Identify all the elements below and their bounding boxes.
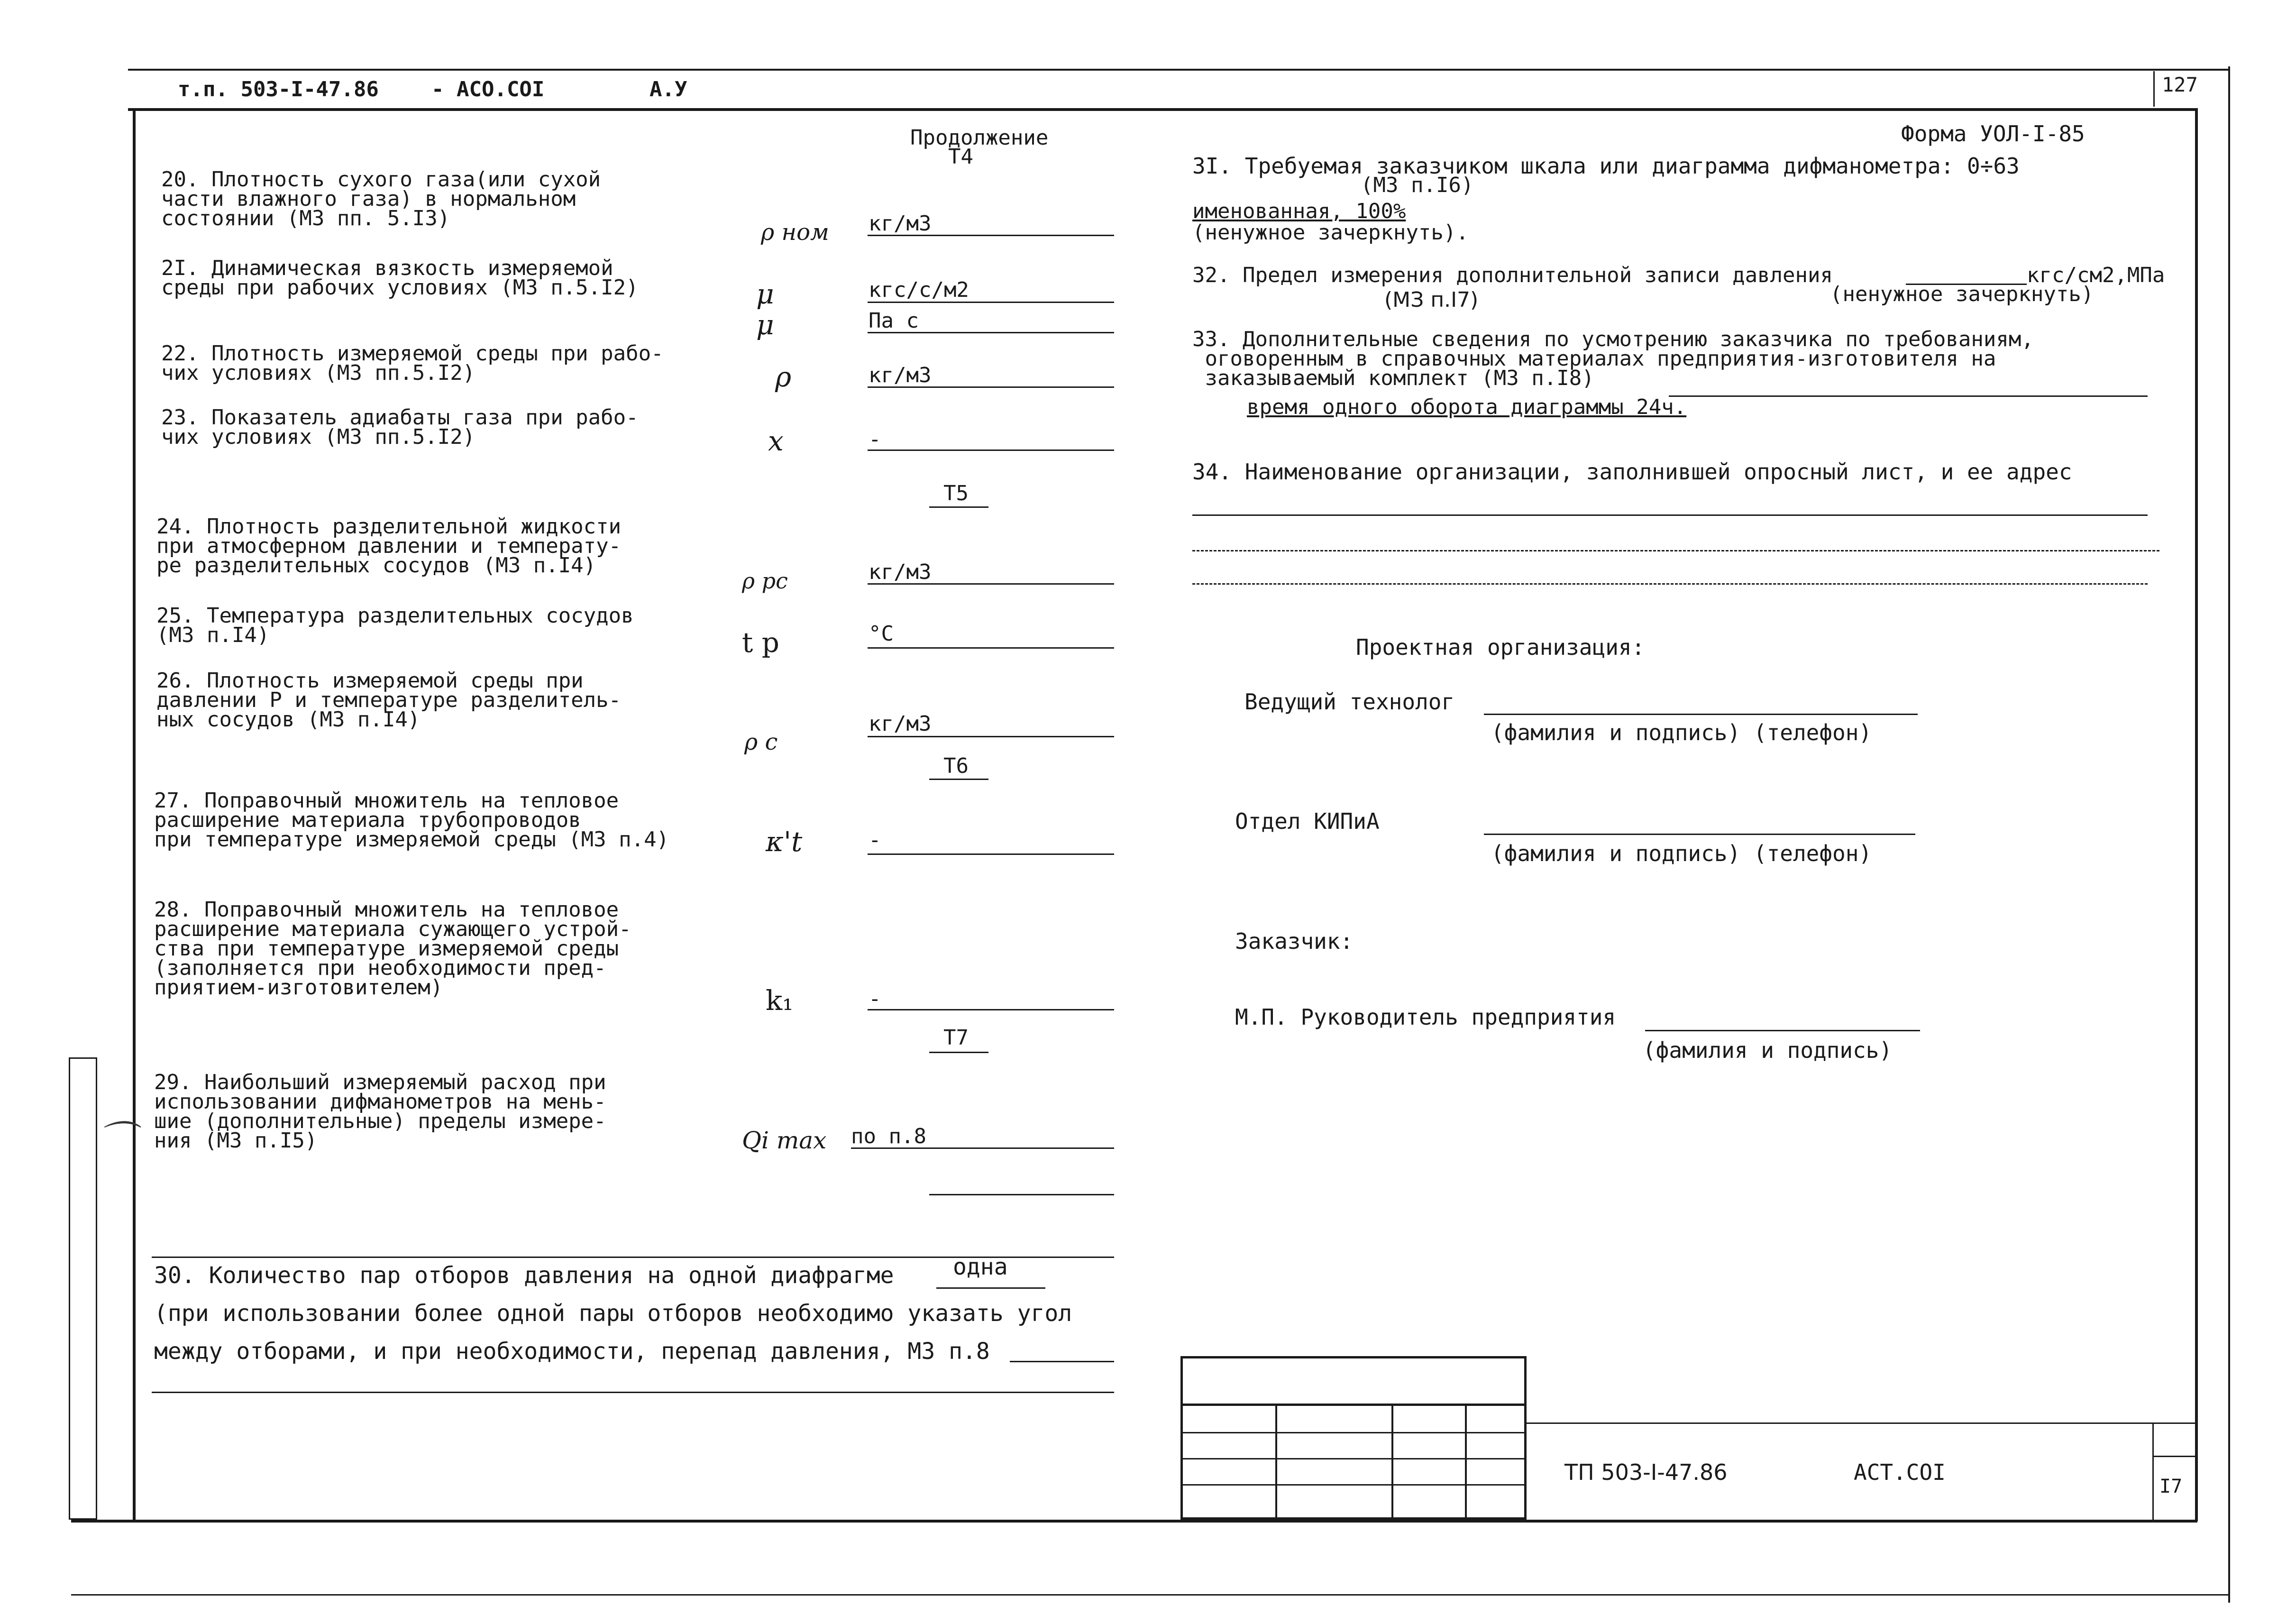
t7-underline [929,1052,988,1053]
item-32-line-1: 32. Предел измерения дополнительной записи давления [1192,263,1833,287]
field-21a [868,302,1114,303]
field-29a [851,1147,1114,1149]
field-34b [1192,550,2159,551]
header-code: - АСО.СОI [431,77,545,101]
design-org-label: Проектная организация: [1356,634,1645,660]
symbol-29: Qi max [742,1127,827,1154]
form-label: Форма УОЛ-I-85 [1901,121,2085,147]
right-edge-line [2228,66,2230,1603]
item-24: 24. Плотность разделительной жидкости при атмосферном давлении и температу- ре разделительных сосудов (МЗ п.I4) [156,514,622,578]
stamp-row-1 [1180,1404,1527,1406]
cut-line [71,1594,2228,1596]
lead-tech-label: Ведущий технолог [1244,689,1455,715]
symbol-28: k₁ [766,984,794,1017]
continuation-label: Продолжение [910,126,1049,150]
unit-27: - [869,828,881,852]
footer-page: I7 [2159,1476,2183,1497]
field-29b [929,1194,1114,1195]
table-label-t4: Т4 [948,145,973,169]
field-34c [1192,583,2148,585]
page-cell-top [2152,1456,2195,1457]
footer-code: ТП 503-I-47.86 [1564,1459,1728,1485]
symbol-23: x [768,425,784,457]
unit-21b: Па с [869,309,919,333]
item-31-line-1: 3I. Требуемая заказчиком шкала или диаграмма дифманометра: 0÷63 [1192,153,2020,179]
item-31-line-4: (ненужное зачеркнуть). [1192,220,1469,245]
symbol-25: t р [742,626,779,659]
field-25 [868,647,1114,649]
sig-hint-2: (фамилия и подпись) (телефон) [1491,841,1872,866]
symbol-21b: μ [756,309,774,341]
unit-28: - [869,987,881,1011]
unit-20: кг/м3 [869,211,932,236]
field-34a [1192,514,2148,516]
table-label-t6: Т6 [943,754,969,778]
item-33-line-4: время одного оборота диаграммы 24ч. [1247,395,1687,419]
strip-signature-mark: ⌒ [97,1118,135,1162]
item-31-line-2: (МЗ п.I6) [1361,173,1474,197]
item-33: 33. Дополнительные сведения по усмотрению заказчика по требованиям, оговоренным в справочных материалах предприятия-изготовителя на заказываемый комплект (МЗ п.I8) [1192,327,2034,390]
unit-26: кг/м3 [869,712,932,736]
stamp-extension-line [1527,1422,2195,1424]
director-label: М.П. Руководитель предприятия [1235,1004,1616,1030]
stamp-grid [1180,1356,1527,1520]
stamp-row-3 [1180,1458,1527,1459]
unit-24: кг/м3 [869,560,932,584]
item-22: 22. Плотность измеряемой среды при рабо- чих условиях (МЗ пп.5.I2) [161,341,664,385]
bottom-frame-line [71,1520,2197,1523]
unit-21a: кгс/с/м2 [869,278,969,302]
item-32-unit: кгс/см2,МПа [2027,263,2165,287]
t6-underline [929,779,988,780]
field-lead-tech [1484,714,1918,715]
table-label-t5: Т5 [943,481,969,505]
footer-mark: АСТ.СОI [1854,1459,1946,1485]
top-line [128,69,2228,71]
item-34: 34. Наименование организации, заполнившей опросный лист, и ее адрес [1192,459,2072,485]
header-bottom-line [128,108,2195,111]
unit-22: кг/м3 [869,363,932,387]
corner-number: 127 [2162,73,2198,96]
right-frame-line [2195,108,2198,1521]
item-25: 25. Температура разделительных сосудов (МЗ п.I4) [156,604,634,647]
symbol-21a: μ [756,278,774,310]
field-30 [936,1287,1045,1289]
sig-hint-3: (фамилия и подпись) [1643,1037,1893,1063]
item-31-line-3: именованная, 100% [1192,199,1406,223]
field-21b [868,332,1114,333]
item-20: 20. Плотность сухого газа(или сухой части влажного газа) в нормальном состоянии (МЗ пп. 5.I3) [161,167,601,230]
item-28: 28. Поправочный множитель на тепловое расширение материала сужающего устрой- ства при температуре измеряемой среды (заполняется при необходимости пред- приятием-изготовителем) [154,898,631,1000]
header-mark [2153,71,2155,107]
kip-dept-label: Отдел КИПиА [1235,808,1380,834]
item-30-line-2: (при использовании более одной пары отборов необходимо указать угол [154,1300,1072,1327]
field-24 [868,583,1114,585]
field-22 [868,386,1114,388]
item-26: 26. Плотность измеряемой среды при давлении Р и температуре разделитель- ных сосудов (МЗ п.I4) [156,669,622,732]
item-30-line-3: между отборами, и при необходимости, перепад давления, МЗ п.8 [154,1338,990,1365]
symbol-27: κ't [766,826,803,858]
stamp-col-1 [1275,1404,1277,1520]
item-32-line-3: (ненужное зачеркнуть) [1830,282,2094,306]
stamp-col-2 [1391,1404,1393,1520]
binding-strip [69,1057,97,1520]
item-30-line-1: 30. Количество пар отборов давления на одной диафрагме [154,1262,894,1289]
field-23 [868,450,1114,451]
left-frame-line [133,108,136,1521]
field-33a [1669,395,2148,397]
field-27 [868,853,1114,855]
field-kip [1484,834,1915,835]
symbol-20: ρ ном [761,219,829,246]
item-23: 23. Показатель адиабаты газа при рабо- чих условиях (МЗ пп.5.I2) [161,405,639,449]
unit-25: °С [869,622,894,646]
field-28 [868,1009,1114,1010]
field-director [1645,1030,1920,1031]
item-30-value: одна [953,1254,1008,1280]
item-27: 27. Поправочный множитель на тепловое расширение материала трубопроводов при температуре измеряемой среды (МЗ п.4) [154,789,669,852]
field-20 [868,235,1114,236]
page-cell-divider [2152,1422,2154,1520]
unit-29: по п.8 [851,1124,926,1148]
stamp-row-2 [1180,1432,1527,1433]
stamp-row-4 [1180,1484,1527,1486]
item-29: 29. Наибольший измеряемый расход при использовании дифманометров на мень- шие (дополнительные) пределы измере- ния (МЗ п.I5) [154,1070,606,1153]
unit-23: - [869,427,881,451]
symbol-22: ρ [775,361,792,393]
field-30b [1010,1361,1114,1362]
table-label-t7: Т7 [943,1026,969,1050]
separator-30-bottom [152,1392,1114,1393]
symbol-24: ρ рс [742,568,788,594]
item-21: 2I. Динамическая вязкость измеряемой среды при рабочих условиях (МЗ п.5.I2) [161,256,639,300]
t5-underline [929,506,988,508]
item-32-line-2: (МЗ п.I7) [1384,288,1479,312]
header-sheet: А.У [649,77,687,101]
header-doc-id: т.п. 503-I-47.86 [178,77,379,101]
symbol-26: ρ с [744,729,778,755]
sig-hint-1: (фамилия и подпись) (телефон) [1491,720,1872,745]
field-26 [868,736,1114,737]
customer-label: Заказчик: [1235,928,1354,954]
stamp-col-3 [1465,1404,1467,1520]
